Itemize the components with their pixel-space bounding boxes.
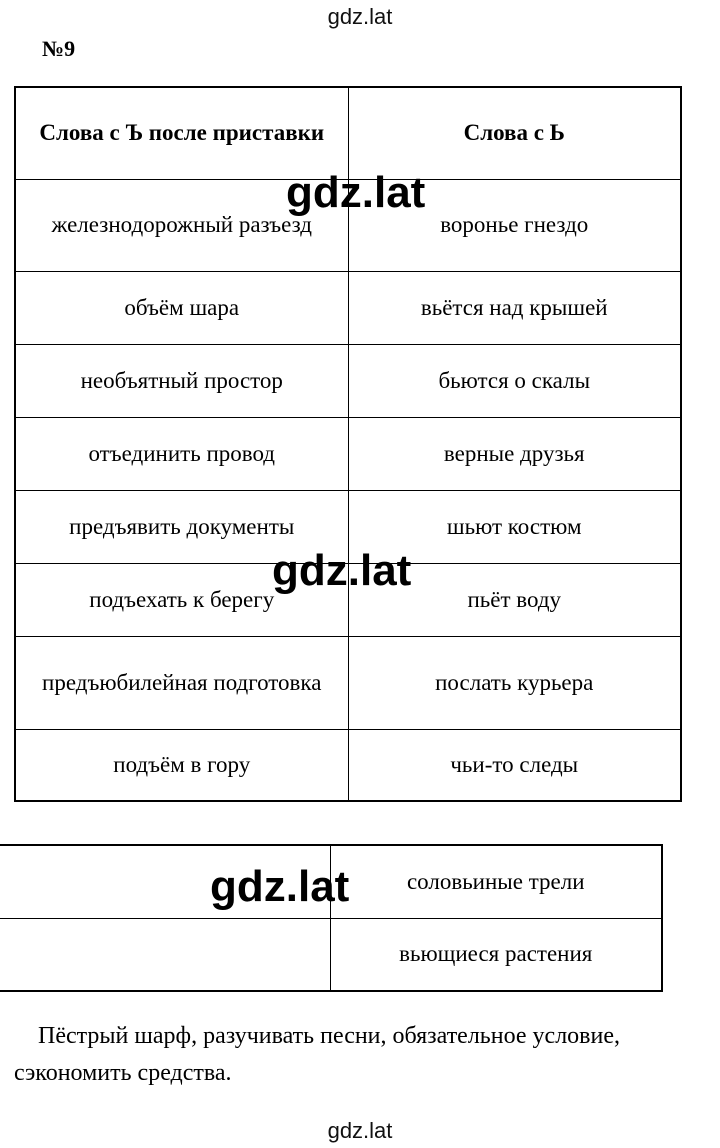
table-cell: предъявить документы xyxy=(15,490,348,563)
table-row xyxy=(15,636,681,729)
table-cell: чьи-то следы xyxy=(348,729,681,801)
table-row xyxy=(15,729,681,801)
task-number: №9 xyxy=(42,36,76,61)
table-cell: бьются о скалы xyxy=(348,344,681,417)
table-cell: соловьиные трели xyxy=(330,845,662,918)
table-row xyxy=(15,271,681,344)
table-header-row xyxy=(15,87,681,179)
table-cell: подъём в гору xyxy=(15,729,348,801)
exercise-text: Пёстрый шарф, разучивать песни, обязательное условие, сэкономить средства. xyxy=(14,1023,620,1087)
watermark-overlay: gdz.lat xyxy=(210,862,350,911)
table-cell: необъятный простор xyxy=(15,344,348,417)
table-cell: объём шара xyxy=(15,271,348,344)
watermark-bottom: gdz.lat xyxy=(327,1118,393,1143)
table-cell: предъюбилейная подготовка xyxy=(15,636,348,729)
watermark-overlay: gdz.lat xyxy=(286,168,426,217)
table-cell: железнодорожный разъезд xyxy=(15,179,348,271)
table-cell: подъехать к берегу xyxy=(15,563,348,636)
header-soft-sign: Слова с Ь xyxy=(348,87,681,179)
watermark-overlay: gdz.lat xyxy=(272,546,412,595)
table-row xyxy=(15,344,681,417)
watermark-top: gdz.lat xyxy=(327,4,393,29)
table-cell: послать курьера xyxy=(348,636,681,729)
table-cell: вьётся над крышей xyxy=(348,271,681,344)
table-cell: шьют костюм xyxy=(348,490,681,563)
header-hard-sign: Слова с Ъ после приставки xyxy=(15,87,348,179)
table-cell: вьющиеся растения xyxy=(330,918,662,991)
table-cell xyxy=(0,918,330,991)
table-row xyxy=(15,417,681,490)
table-cell: верные друзья xyxy=(348,417,681,490)
table-cell: воронье гнездо xyxy=(348,179,681,271)
table-cell: пьёт воду xyxy=(348,563,681,636)
table-cell: отъединить провод xyxy=(15,417,348,490)
table-row xyxy=(0,918,662,991)
